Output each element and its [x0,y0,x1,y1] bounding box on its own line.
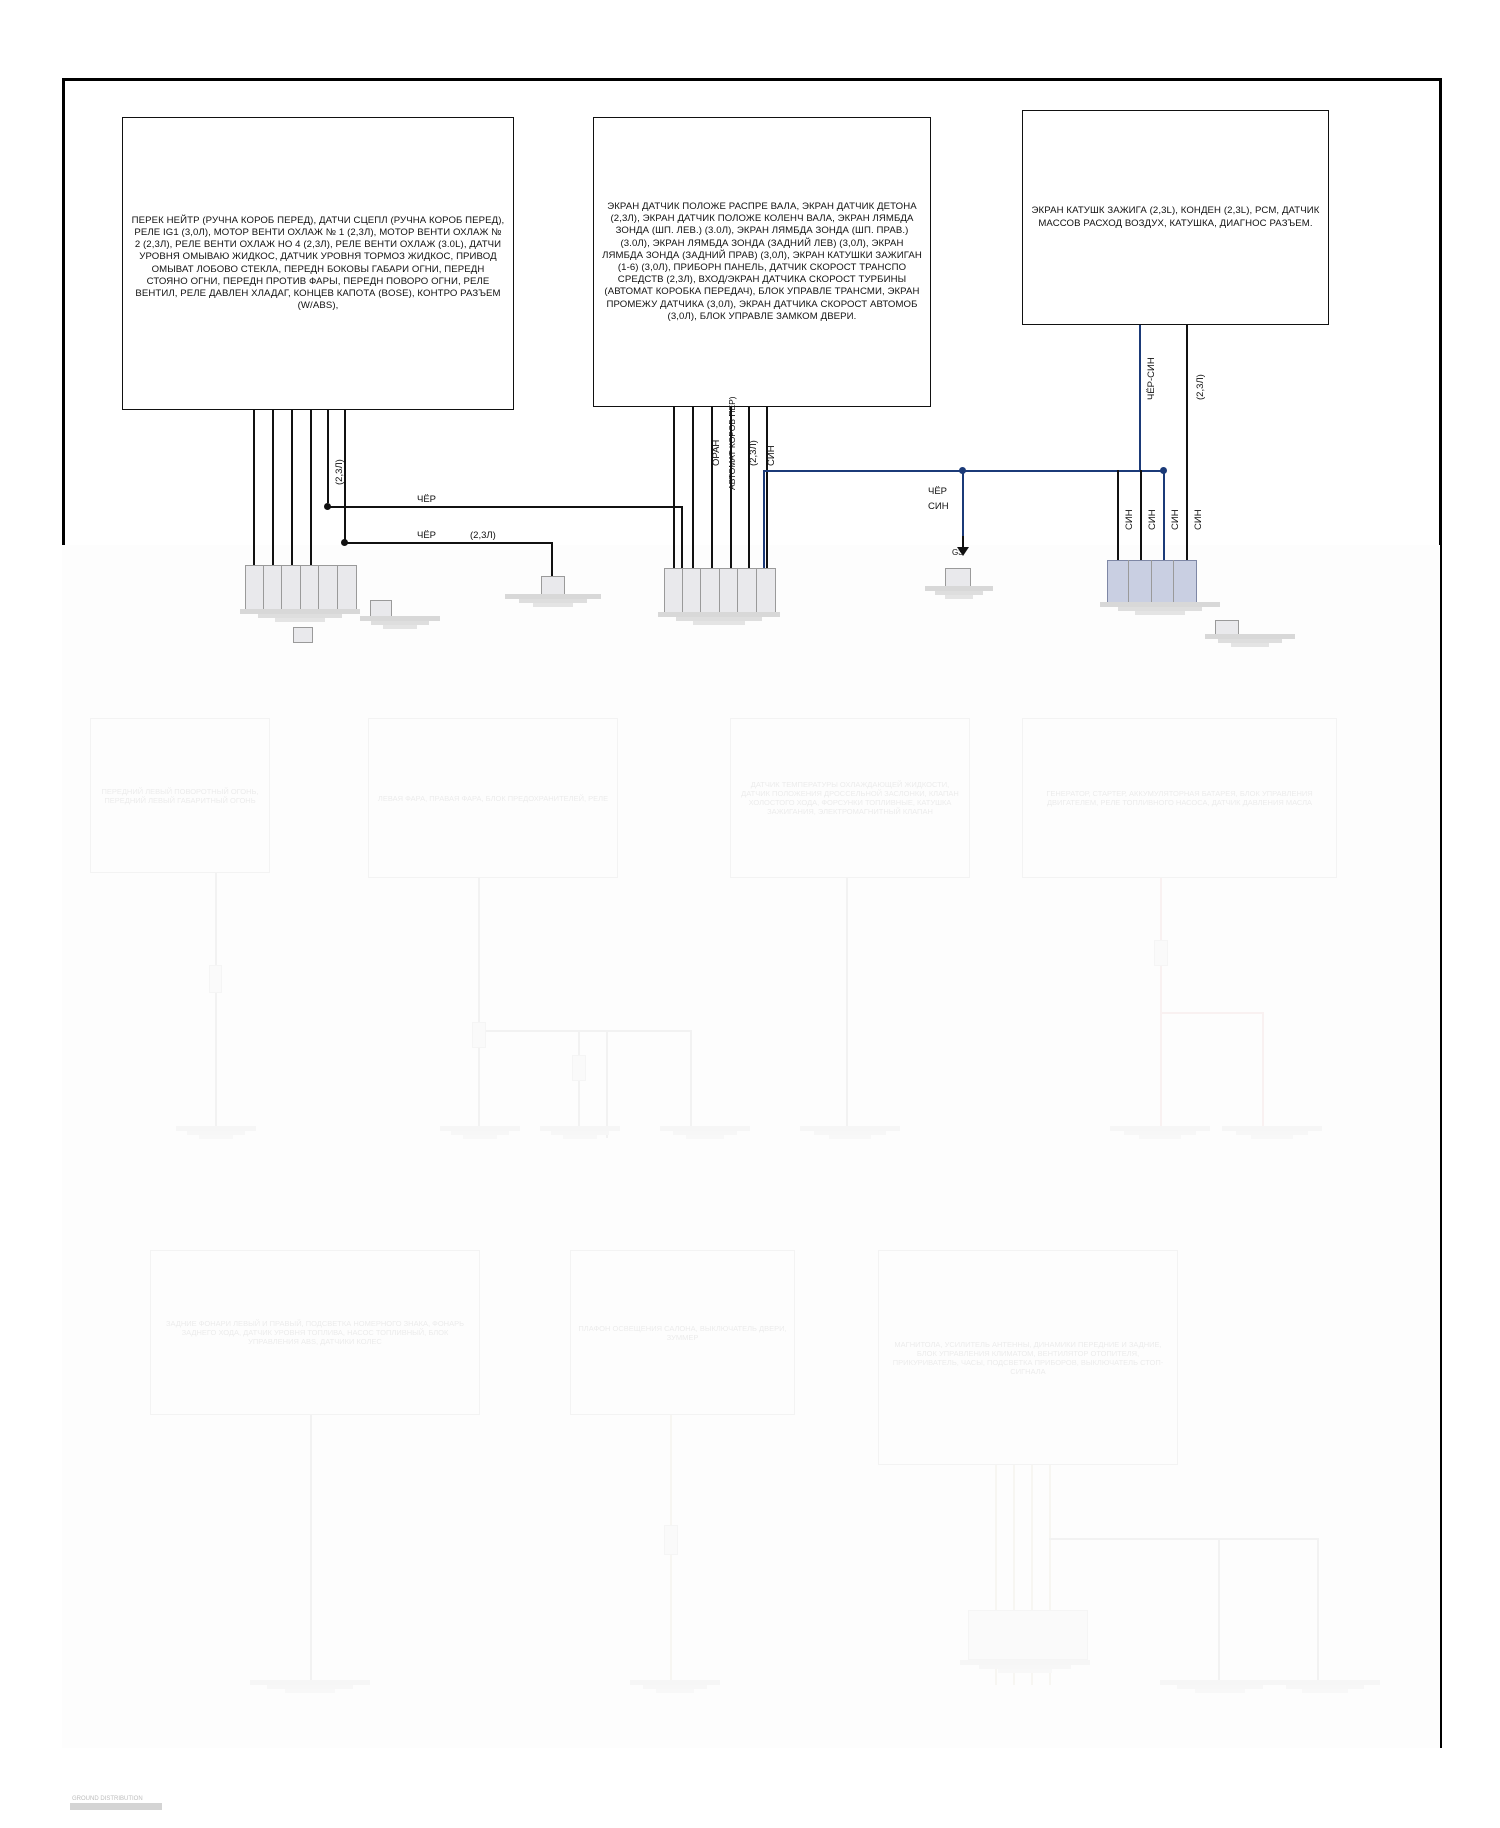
ghost-box-4 [1022,718,1337,878]
wire-left-5 [327,410,329,503]
label-cher-sin-top: ЧЁР [928,486,948,497]
ghost-box-5-text: ЗАДНИЕ ФОНАРИ ЛЕВЫЙ И ПРАВЫЙ, ПОДСВЕТКА НОМЕРНОГО ЗНАКА, ФОНАРЬ ЗАДНЕГО ХОДА, ДАТЧИК УРОВНЯ ТОПЛИВА, НАСОС ТОПЛИВНЫЙ, БЛОК УПРАВЛЕНИЯ ABS, ДАТЧИКИ КОЛЕС [165,1319,465,1346]
label-cher-sin-bottom: СИН [928,501,949,512]
wire-mid-5 [748,407,750,568]
wire-blue-vert-main [1139,325,1141,470]
ghost-wire-7e [1218,1538,1220,1686]
legend-box-left-text: ПЕРЕК НЕЙТР (РУЧНА КОРОБ ПЕРЕД), ДАТЧИ СЦЕПЛ (РУЧНА КОРОБ ПЕРЕД), РЕЛЕ IG1 (3,0Л), МОТОР ВЕНТИ ОХЛАЖ № 1 (2,3Л), МОТОР ВЕНТИ ОХЛАЖ № 2 (2,3Л), РЕЛЕ ВЕНТИ ОХЛАЖ НО 4 (2,3Л), РЕЛЕ ВЕНТИ ОХЛАЖ (3.0L), ДАТЧИ УРОВНЯ ОМЫВАЮ ЖИДКОС, ДАТЧИК УРОВНЯ ТОРМОЗ ЖИДКОС, ПРИВОД ОМЫВАТ ЛОБОВО СТЕКЛА, ПЕРЕДН БОКОВЫ ГАБАРИ ОГНИ, ПЕРЕДН СТОЯНО ОГНИ, ПЕРЕДН ПРОТИВ ФАРЫ, ПЕРЕДН ПОВОРО ОГНИ, РЕЛЕ ВЕНТИЛ, РЕЛЕ ДАВЛЕН ХЛАДАГ, КОНЦЕВ КАПОТА (BOSE), КОНТРО РАЗЪЕМ (W/ABS), [131,214,505,312]
ghost-connector-2b [572,1055,586,1081]
ghost-box-3 [730,718,970,878]
ghost-box-6-text: ПЛАФОН ОСВЕЩЕНИЯ САЛОНА, ВЫКЛЮЧАТЕЛЬ ДВЕРИ, ЗУММЕР [578,1323,787,1342]
ghost-box-2 [368,718,618,878]
connector-left-stub[interactable] [293,627,311,641]
wire-mid-3 [711,407,713,568]
wire-right-sin-1 [1117,470,1119,568]
ghost-box-1 [90,718,270,873]
wire-cher-top-down [681,506,683,568]
wire-cher-bottom-down [551,542,553,576]
junction-dot-1 [324,503,331,510]
wire-cher-top [327,506,682,508]
junction-dot-2 [341,539,348,546]
wire-left-1 [253,410,255,565]
ghost-box-1-text: ПЕРЕДНИЙ ЛЕВЫЙ ПОВОРОТНЫЙ ОГОНЬ, ПЕРЕДНИЙ ЛЕВЫЙ ГАБАРИТНЫЙ ОГОНЬ [101,786,259,805]
ghost-wire-1 [215,873,217,1138]
ghost-wire-4 [1160,878,1162,1138]
legend-box-right [1022,110,1329,325]
ghost-box-6 [570,1250,795,1415]
junction-dot-blue-1 [959,467,966,474]
ghost-wire-5 [310,1415,312,1685]
ghost-box-7 [878,1250,1178,1465]
ghost-wire-7h [1049,1538,1319,1540]
label-g3: G3 [952,548,963,557]
junction-dot-blue-2 [1160,467,1167,474]
wire-cher-bottom [344,542,552,544]
label-oran: ОРАН [711,439,722,466]
label-23l-2: (2,3Л) [470,530,496,541]
connector-right-main[interactable] [1107,560,1195,602]
ghost-wire-2h [478,1030,608,1032]
wire-left-2 [272,410,274,565]
wire-left-3 [291,410,293,565]
label-sin-r3: СИН [1170,509,1181,530]
label-avtomat: АВТОМАТ КОРОБ ПЕР) [727,396,737,490]
label-sin-r1: СИН [1124,509,1135,530]
label-23l-3: (2,3Л) [748,440,759,466]
ghost-box-7-text: МАГНИТОЛА, УСИЛИТЕЛЬ АНТЕННЫ, ДИНАМИКИ ПЕРЕДНИЕ И ЗАДНИЕ, БЛОК УПРАВЛЕНИЯ КЛИМАТОМ, ВЕНТИЛЯТОР ОТОПИТЕЛЯ, ПРИКУРИВАТЕЛЬ, ЧАСЫ, ПОДСВЕТКА ПРИБОРОВ, ВЫКЛЮЧАТЕЛЬ СТОП-СИГНАЛА [892,1339,1164,1376]
label-23l-right: (2,3Л) [1195,374,1206,400]
ghost-wire-2 [478,878,480,1138]
wire-blue-down-right [1163,470,1165,563]
ghost-box-4-text: ГЕНЕРАТОР, СТАРТЕР, АККУМУЛЯТОРНАЯ БАТАРЕЯ, БЛОК УПРАВЛЕНИЯ ДВИГАТЕЛЕМ, РЕЛЕ ТОПЛИВНОГО НАСОСА, ДАТЧИК ДАВЛЕНИЯ МАСЛА [1046,789,1313,807]
connector-left-main[interactable] [245,565,355,609]
label-cher-1: ЧЁР [417,494,437,505]
wire-blue-down-g3 [962,470,964,546]
connector-left-small-1[interactable] [370,600,390,616]
legend-box-left [122,117,514,410]
ghost-box-5 [150,1250,480,1415]
wire-left-4 [310,410,312,565]
legend-box-middle-text: ЭКРАН ДАТЧИК ПОЛОЖЕ РАСПРЕ ВАЛА, ЭКРАН ДАТЧИК ДЕТОНА (2,3Л), ЭКРАН ДАТЧИК ПОЛОЖЕ КОЛЕНЧ ВАЛА, ЭКРАН ЛЯМБДА ЗОНДА (ШП. ЛЕВ.) (3.0Л), ЭКРАН ЛЯМБДА ЗОНДА (ШП. ПРАВ.) (3.0Л), ЭКРАН ЛЯМБДА ЗОНДА (ЗАДНИЙ ЛЕВ) (3,0Л), ЭКРАН ЛЯМБДА ЗОНДА (ЗАДНИЙ ПРАВ) (3,0Л), ЭКРАН КАТУШКИ ЗАЖИГАН (1-6) (3,0Л), ПРИБОРН ПАНЕЛЬ, ДАТЧИК СКОРОСТ ТРАНСПО СРЕДСТВ (2,3Л), ВХОД/ЭКРАН ДАТЧИКА СКОРОСТ ТУРБИНЫ (АВТОМАТ КОРОБКА ПЕРЕДАЧ), БЛОК УПРАВЛЕ ТРАНСМИ, ЭКРАН ПРОМЕЖУ ДАТЧИКА (3,0Л), ЭКРАН ДАТЧИКА СКОРОСТ АВТОМОБ (3,0Л), БЛОК УПРАВЛЕ ЗАМКОМ ДВЕРИ. [602,200,922,322]
connector-g3[interactable] [945,568,969,586]
ghost-connector-1 [209,965,222,993]
label-sin-r4: СИН [1193,509,1204,530]
wire-mid-1 [673,407,675,568]
ghost-box-3-text: ДАТЧИК ТЕМПЕРАТУРЫ ОХЛАЖДАЮЩЕЙ ЖИДКОСТИ, ДАТЧИК ПОЛОЖЕНИЯ ДРОССЕЛЬНОЙ ЗАСЛОНКИ, КЛАПАН ХОЛОСТОГО ХОДА, ФОРСУНКИ ТОПЛИВНЫЕ, КАТУШКА ЗАЖИГАНИЯ, ЭЛЕКТРОМАГНИТНЫЙ КЛАПАН [741,780,959,816]
wire-mid-2 [692,407,694,568]
ghost-wire-3 [846,878,848,1138]
ghost-connector-6 [664,1525,678,1555]
ghost-connector-4 [1154,940,1168,966]
legend-box-right-text: ЭКРАН КАТУШК ЗАЖИГА (2,3L), КОНДЕН (2,3L), РСМ, ДАТЧИК МАССОВ РАСХОД ВОЗДУХ, КАТУШКА, ДИАГНОС РАЗЪЕМ. [1031,205,1320,229]
ghost-wire-2c [578,1030,580,1138]
ghost-connector-7 [968,1610,1088,1660]
wire-right-23l [1186,325,1188,568]
label-cher-2: ЧЁР [417,530,437,541]
ghost-connector-2 [472,1022,486,1048]
wire-mid-6 [766,407,768,568]
wire-blue-down-left [763,470,765,568]
label-23l-left: (2,3Л) [334,459,345,485]
ghost-wire-7f [1317,1538,1319,1686]
connector-right-stub[interactable] [1215,620,1237,634]
wire-right-sin-2 [1140,470,1142,568]
label-cher-sin-vert: ЧЁР-СИН [1146,357,1157,400]
ghost-wire-4b [1262,1012,1264,1138]
label-sin-r2: СИН [1147,509,1158,530]
connector-middle-main[interactable] [664,568,774,612]
ghost-wire-4h [1160,1012,1264,1014]
ghost-wire-2d [690,1030,692,1138]
ghost-wire-2e [606,1030,692,1032]
legend-box-middle [593,117,931,407]
ghost-box-2-text: ЛЕВАЯ ФАРА, ПРАВАЯ ФАРА, БЛОК ПРЕДОХРАНИТЕЛЕЙ, РЕЛЕ [377,793,609,803]
footer-note: GROUND DISTRIBUTION [72,1796,143,1802]
connector-left-small-2[interactable] [541,576,563,594]
wire-blue-horizontal [763,470,1141,472]
ghost-wire-2b [606,1030,608,1138]
label-sin-1: СИН [766,445,777,466]
footer-bar [70,1803,162,1810]
